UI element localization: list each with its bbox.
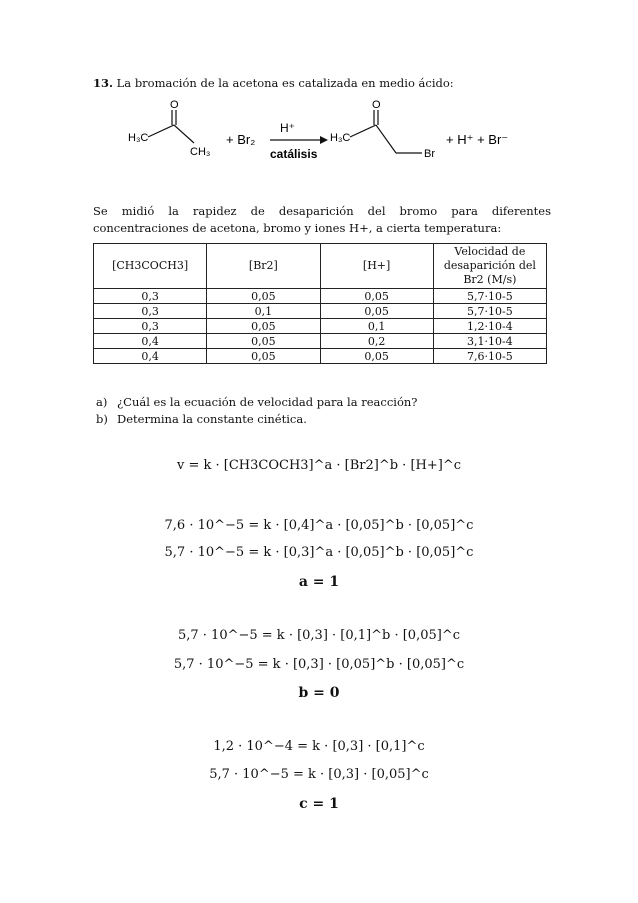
table-row <box>94 334 547 349</box>
table-cell: 0,05 <box>207 319 320 334</box>
question-item <box>93 394 417 411</box>
header-acetone: [CH3COCH3] <box>94 244 207 289</box>
equation-5: 1,2 · 10^−4 = k · [0,3] · [0,1]^c <box>213 739 425 754</box>
bond-2 <box>174 125 194 143</box>
table-cell: 0,05 <box>207 334 320 349</box>
equation-1: 7,6 · 10^−5 = k · [0,4]^a · [0,05]^b · [0,05]^c <box>164 518 474 533</box>
table-row <box>94 289 547 304</box>
equation-4: 5,7 · 10^−5 = k · [0,3] · [0,05]^b · [0,05]^c <box>173 657 465 672</box>
table-row <box>94 349 547 364</box>
questions-list <box>93 394 417 428</box>
data-table <box>93 243 547 364</box>
table-cell: 0,05 <box>207 289 320 304</box>
reaction-arrow-head <box>320 136 328 144</box>
plus-br2: + Br₂ <box>226 132 256 147</box>
table-cell: 0,3 <box>94 319 207 334</box>
question-marker: b) <box>96 412 108 426</box>
table-cell: 0,05 <box>320 349 433 364</box>
table-cell: 0,3 <box>94 304 207 319</box>
equation-2: 5,7 · 10^−5 = k · [0,3]^a · [0,05]^b · [0,05]^c <box>164 545 474 560</box>
problem-statement <box>93 75 454 92</box>
product-h3c: H₃C <box>330 132 351 144</box>
arrow-catalysis-label: catálisis <box>270 147 318 161</box>
table-cell: 0,1 <box>320 319 433 334</box>
product-bond-2 <box>376 125 396 153</box>
result-b: b = 0 <box>298 685 340 701</box>
intro-paragraph: Se midió la rapidez de desaparición del bromo para diferentes concentraciones de acetona, bromo y iones H+, a cierta temperatura: <box>93 204 551 235</box>
table-cell: 0,2 <box>320 334 433 349</box>
question-text: ¿Cuál es la ecuación de velocidad para la reacción? <box>117 395 418 409</box>
result-c: c = 1 <box>299 796 339 812</box>
product-bond-1 <box>350 125 376 137</box>
table-row <box>94 304 547 319</box>
table-cell: 0,3 <box>94 289 207 304</box>
table-cell: 5,7·10-5 <box>433 304 546 319</box>
bond-1 <box>148 125 174 137</box>
table-cell: 1,2·10-4 <box>433 319 546 334</box>
table-header-row <box>94 244 547 289</box>
table-cell: 0,05 <box>320 289 433 304</box>
table-cell: 0,05 <box>320 304 433 319</box>
table-cell: 0,4 <box>94 349 207 364</box>
table-cell: 3,1·10-4 <box>433 334 546 349</box>
product-br: Br <box>424 148 435 160</box>
reactant-ch3: CH₃ <box>190 146 211 158</box>
product-oxygen: O <box>372 100 381 111</box>
reaction-scheme <box>120 100 520 180</box>
table-cell: 7,6·10-5 <box>433 349 546 364</box>
table-cell: 0,05 <box>207 349 320 364</box>
header-rate: Velocidad de desaparición del Br2 (M/s) <box>433 244 546 289</box>
result-a: a = 1 <box>298 574 340 590</box>
question-text: Determina la constante cinética. <box>117 412 307 426</box>
header-bromine: [Br2] <box>207 244 320 289</box>
table-cell: 5,7·10-5 <box>433 289 546 304</box>
rate-law-equation: v = k · [CH3COCH3]^a · [Br2]^b · [H+]^c <box>176 458 461 473</box>
reactant-oxygen: O <box>170 100 179 111</box>
table-cell: 0,1 <box>207 304 320 319</box>
equation-3: 5,7 · 10^−5 = k · [0,3] · [0,1]^b · [0,05]^c <box>177 628 460 643</box>
question-marker: a) <box>96 395 108 409</box>
table-cell: 0,4 <box>94 334 207 349</box>
equation-6: 5,7 · 10^−5 = k · [0,3] · [0,05]^c <box>209 767 429 782</box>
reactant-h3c: H₃C <box>128 132 149 144</box>
table-row <box>94 319 547 334</box>
products-ions: + H⁺ + Br⁻ <box>446 132 509 147</box>
problem-number: 13. <box>93 76 114 90</box>
header-hydrogen: [H+] <box>320 244 433 289</box>
question-item <box>93 411 417 428</box>
problem-text: La bromación de la acetona es catalizada en medio ácido: <box>113 76 454 90</box>
arrow-catalyst: H⁺ <box>280 121 295 135</box>
